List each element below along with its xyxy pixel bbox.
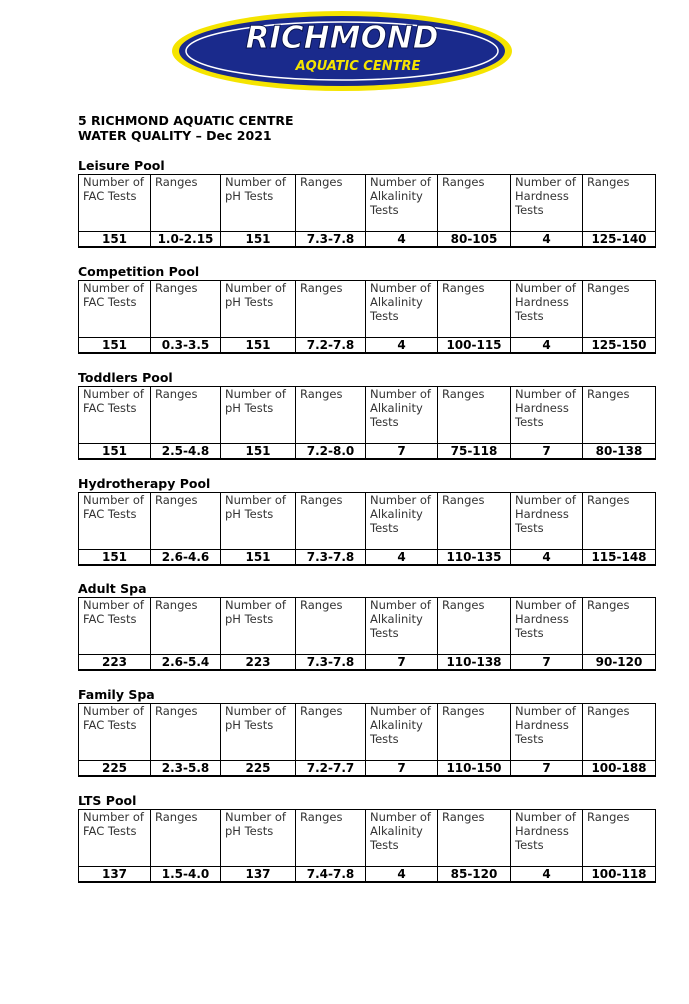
value-cell: 7 xyxy=(366,444,438,460)
column-header: Ranges xyxy=(583,598,656,655)
column-header: Ranges xyxy=(438,598,511,655)
column-header: Number of Hardness Tests xyxy=(511,598,583,655)
column-header: Ranges xyxy=(583,281,656,338)
column-header: Number of Hardness Tests xyxy=(511,281,583,338)
water-quality-table xyxy=(78,597,656,671)
column-header: Ranges xyxy=(296,175,366,232)
richmond-aquatic-centre-logo xyxy=(170,10,515,92)
pool-title: Toddlers Pool xyxy=(78,370,173,385)
pool-title: Hydrotherapy Pool xyxy=(78,476,211,491)
value-cell: 100-118 xyxy=(583,867,656,883)
pool-title: Adult Spa xyxy=(78,581,147,596)
water-quality-table xyxy=(78,703,656,777)
table-row xyxy=(79,550,656,566)
heading-line-2: WATER QUALITY – Dec 2021 xyxy=(78,128,272,143)
value-cell: 2.5-4.8 xyxy=(151,444,221,460)
column-header: Number of FAC Tests xyxy=(79,175,151,232)
value-cell: 1.0-2.15 xyxy=(151,232,221,248)
column-header: Number of Alkalinity Tests xyxy=(366,281,438,338)
value-cell: 4 xyxy=(511,550,583,566)
column-header: Ranges xyxy=(583,387,656,444)
value-cell: 0.3-3.5 xyxy=(151,338,221,354)
value-cell: 223 xyxy=(79,655,151,671)
value-cell: 7 xyxy=(511,761,583,777)
table-header-row xyxy=(79,704,656,761)
value-cell: 7.3-7.8 xyxy=(296,655,366,671)
value-cell: 151 xyxy=(79,444,151,460)
column-header: Number of Alkalinity Tests xyxy=(366,598,438,655)
value-cell: 100-115 xyxy=(438,338,511,354)
pool-section xyxy=(78,265,655,354)
pool-title: Family Spa xyxy=(78,687,155,702)
heading-line-1: 5 RICHMOND AQUATIC CENTRE xyxy=(78,113,294,128)
logo-main-text: RICHMOND xyxy=(245,20,439,56)
pool-section xyxy=(78,688,655,777)
column-header: Ranges xyxy=(296,704,366,761)
value-cell: 137 xyxy=(221,867,296,883)
column-header: Ranges xyxy=(151,598,221,655)
table-header-row xyxy=(79,281,656,338)
value-cell: 115-148 xyxy=(583,550,656,566)
value-cell: 7 xyxy=(511,655,583,671)
document-heading xyxy=(78,113,294,143)
column-header: Ranges xyxy=(438,175,511,232)
pool-section xyxy=(78,582,655,671)
value-cell: 85-120 xyxy=(438,867,511,883)
value-cell: 90-120 xyxy=(583,655,656,671)
column-header: Ranges xyxy=(583,810,656,867)
value-cell: 7.4-7.8 xyxy=(296,867,366,883)
table-row xyxy=(79,232,656,248)
column-header: Number of Alkalinity Tests xyxy=(366,704,438,761)
pool-section xyxy=(78,371,655,460)
column-header: Number of FAC Tests xyxy=(79,387,151,444)
column-header: Number of pH Tests xyxy=(221,281,296,338)
column-header: Number of pH Tests xyxy=(221,493,296,550)
value-cell: 137 xyxy=(79,867,151,883)
water-quality-table xyxy=(78,174,656,248)
table-row xyxy=(79,338,656,354)
value-cell: 80-105 xyxy=(438,232,511,248)
column-header: Ranges xyxy=(151,387,221,444)
value-cell: 7 xyxy=(511,444,583,460)
column-header: Number of FAC Tests xyxy=(79,810,151,867)
value-cell: 4 xyxy=(511,338,583,354)
column-header: Ranges xyxy=(438,493,511,550)
value-cell: 2.3-5.8 xyxy=(151,761,221,777)
value-cell: 110-150 xyxy=(438,761,511,777)
value-cell: 110-135 xyxy=(438,550,511,566)
table-header-row xyxy=(79,493,656,550)
value-cell: 7.2-7.7 xyxy=(296,761,366,777)
column-header: Number of pH Tests xyxy=(221,175,296,232)
value-cell: 7.2-7.8 xyxy=(296,338,366,354)
column-header: Ranges xyxy=(438,281,511,338)
column-header: Number of FAC Tests xyxy=(79,598,151,655)
table-row xyxy=(79,444,656,460)
column-header: Ranges xyxy=(151,704,221,761)
water-quality-table xyxy=(78,492,656,566)
column-header: Ranges xyxy=(151,810,221,867)
water-quality-table xyxy=(78,809,656,883)
value-cell: 223 xyxy=(221,655,296,671)
value-cell: 1.5-4.0 xyxy=(151,867,221,883)
column-header: Number of pH Tests xyxy=(221,387,296,444)
column-header: Number of Hardness Tests xyxy=(511,810,583,867)
column-header: Number of Alkalinity Tests xyxy=(366,810,438,867)
column-header: Number of Alkalinity Tests xyxy=(366,175,438,232)
value-cell: 151 xyxy=(79,550,151,566)
table-row xyxy=(79,655,656,671)
table-header-row xyxy=(79,810,656,867)
pool-section xyxy=(78,477,655,566)
table-header-row xyxy=(79,598,656,655)
table-row xyxy=(79,761,656,777)
value-cell: 4 xyxy=(366,232,438,248)
table-row xyxy=(79,867,656,883)
value-cell: 225 xyxy=(79,761,151,777)
value-cell: 4 xyxy=(366,867,438,883)
value-cell: 100-188 xyxy=(583,761,656,777)
pool-title: LTS Pool xyxy=(78,793,137,808)
value-cell: 151 xyxy=(221,444,296,460)
column-header: Ranges xyxy=(151,281,221,338)
value-cell: 7.3-7.8 xyxy=(296,232,366,248)
value-cell: 7 xyxy=(366,761,438,777)
column-header: Number of pH Tests xyxy=(221,810,296,867)
column-header: Number of Alkalinity Tests xyxy=(366,493,438,550)
value-cell: 151 xyxy=(221,232,296,248)
pool-section xyxy=(78,159,655,248)
table-header-row xyxy=(79,387,656,444)
value-cell: 4 xyxy=(366,338,438,354)
value-cell: 7.2-8.0 xyxy=(296,444,366,460)
column-header: Ranges xyxy=(151,493,221,550)
logo-sub-text: AQUATIC CENTRE xyxy=(295,59,421,74)
value-cell: 125-150 xyxy=(583,338,656,354)
value-cell: 2.6-5.4 xyxy=(151,655,221,671)
column-header: Ranges xyxy=(583,175,656,232)
water-quality-table xyxy=(78,386,656,460)
value-cell: 75-118 xyxy=(438,444,511,460)
value-cell: 2.6-4.6 xyxy=(151,550,221,566)
column-header: Number of pH Tests xyxy=(221,704,296,761)
column-header: Number of Alkalinity Tests xyxy=(366,387,438,444)
pool-title: Competition Pool xyxy=(78,264,200,279)
column-header: Ranges xyxy=(296,387,366,444)
value-cell: 4 xyxy=(511,232,583,248)
column-header: Number of Hardness Tests xyxy=(511,387,583,444)
value-cell: 7 xyxy=(366,655,438,671)
column-header: Number of FAC Tests xyxy=(79,704,151,761)
value-cell: 4 xyxy=(366,550,438,566)
value-cell: 225 xyxy=(221,761,296,777)
column-header: Ranges xyxy=(296,810,366,867)
pool-title: Leisure Pool xyxy=(78,158,165,173)
value-cell: 125-140 xyxy=(583,232,656,248)
value-cell: 151 xyxy=(221,550,296,566)
column-header: Ranges xyxy=(296,598,366,655)
column-header: Ranges xyxy=(438,704,511,761)
column-header: Ranges xyxy=(583,704,656,761)
value-cell: 4 xyxy=(511,867,583,883)
value-cell: 80-138 xyxy=(583,444,656,460)
table-header-row xyxy=(79,175,656,232)
column-header: Number of FAC Tests xyxy=(79,281,151,338)
water-quality-table xyxy=(78,280,656,354)
column-header: Ranges xyxy=(438,810,511,867)
column-header: Ranges xyxy=(438,387,511,444)
value-cell: 151 xyxy=(79,232,151,248)
pool-section xyxy=(78,794,655,883)
column-header: Ranges xyxy=(296,281,366,338)
value-cell: 7.3-7.8 xyxy=(296,550,366,566)
value-cell: 151 xyxy=(79,338,151,354)
value-cell: 151 xyxy=(221,338,296,354)
column-header: Number of Hardness Tests xyxy=(511,493,583,550)
value-cell: 110-138 xyxy=(438,655,511,671)
column-header: Number of Hardness Tests xyxy=(511,175,583,232)
column-header: Ranges xyxy=(296,493,366,550)
column-header: Number of pH Tests xyxy=(221,598,296,655)
column-header: Ranges xyxy=(583,493,656,550)
column-header: Number of FAC Tests xyxy=(79,493,151,550)
column-header: Ranges xyxy=(151,175,221,232)
column-header: Number of Hardness Tests xyxy=(511,704,583,761)
